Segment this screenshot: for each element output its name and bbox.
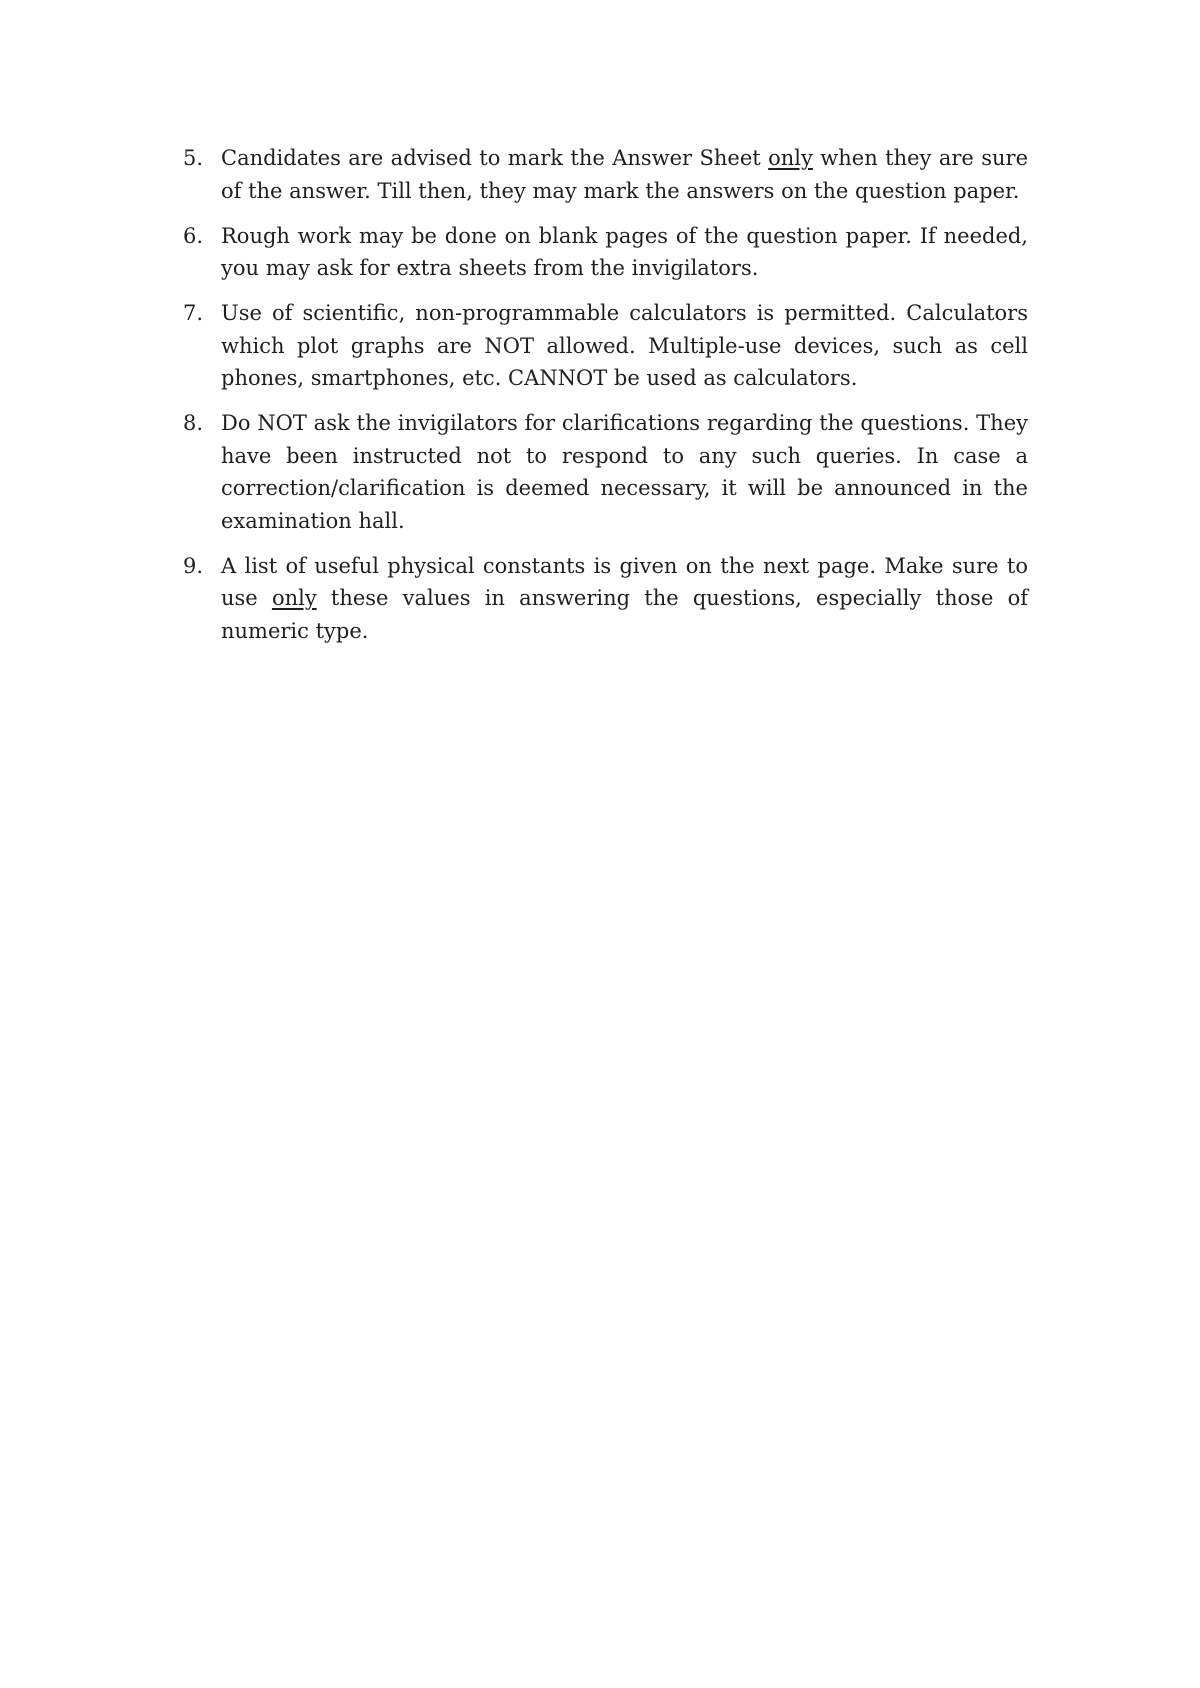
instruction-text: Do NOT ask the invigilators for clarifications regarding the questions. They have been instructed not to respond to any such queries. In case a correction/clarification is deemed necessary, it will be announced in the examination hall. xyxy=(221,411,1028,533)
instruction-text-after-emphasis: when they are sure of the answer. Till then, they may mark the answers on the question paper. xyxy=(221,146,1028,203)
instruction-item-8 xyxy=(183,407,1028,537)
instruction-text: Rough work may be done on blank pages of the question paper. If needed, you may ask for extra sheets from the invigilators. xyxy=(221,223,1028,280)
instruction-text xyxy=(221,142,1028,207)
instruction-item-6 xyxy=(183,220,1028,285)
instruction-text-before-emphasis: Candidates are advised to mark the Answer Sheet xyxy=(221,146,769,170)
instruction-text: Use of scientific, non-programmable calculators is permitted. Calculators which plot graphs are NOT allowed. Multiple-use devices, such as cell phones, smartphones, etc. CANNOT be used as calculators. xyxy=(221,301,1028,390)
underlined-emphasis: only xyxy=(768,146,813,170)
instruction-text-before-emphasis: A list of useful physical constants is given on the next page. Make sure to use xyxy=(221,553,1028,610)
instruction-number: 7. xyxy=(183,301,204,325)
instructions-list xyxy=(183,142,1028,660)
instruction-item-7 xyxy=(183,297,1028,395)
instruction-number: 9. xyxy=(183,553,204,578)
instruction-number: 8. xyxy=(183,411,204,435)
instruction-number: 5. xyxy=(183,146,204,170)
instruction-item-9 xyxy=(183,550,1028,648)
instruction-text xyxy=(221,550,1028,648)
instruction-number: 6. xyxy=(183,223,204,248)
instruction-text-after-emphasis: these values in answering the questions, especially those of numeric type. xyxy=(221,586,1028,643)
instruction-item-5 xyxy=(183,142,1028,207)
underlined-emphasis: only xyxy=(271,586,317,610)
